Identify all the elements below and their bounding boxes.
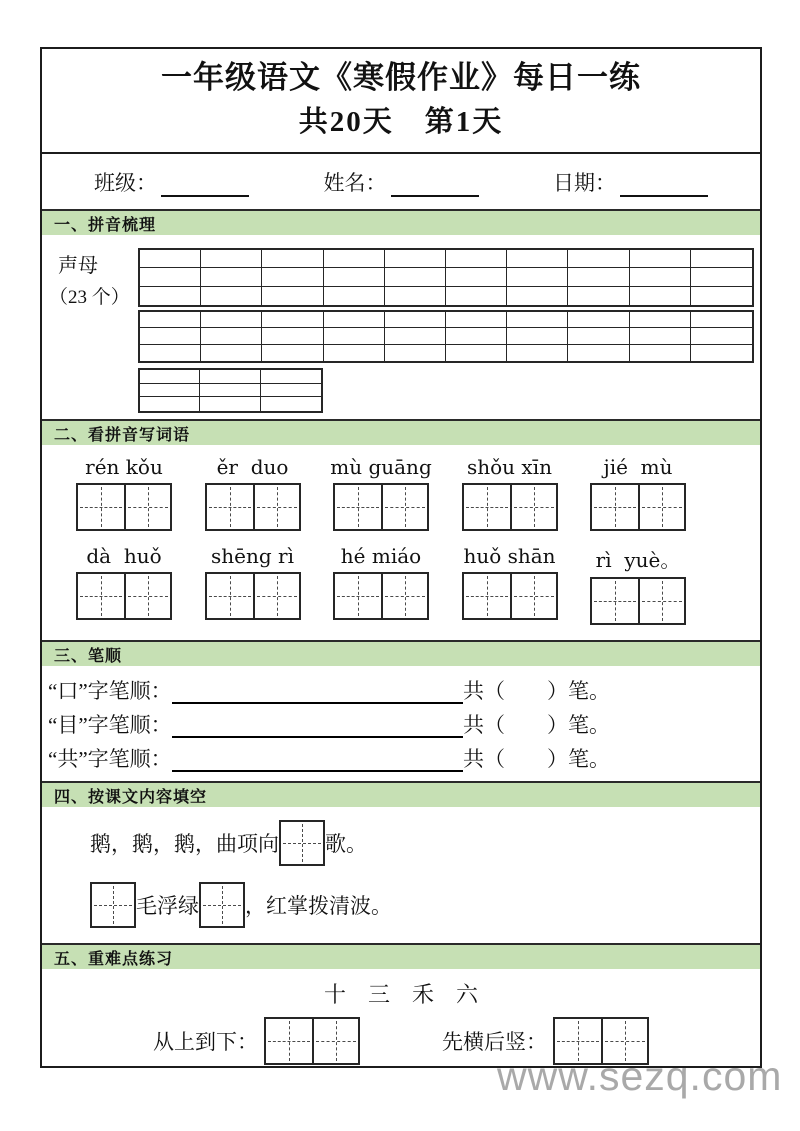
tianzige-cell xyxy=(464,485,510,529)
pinyin-grid-cell xyxy=(630,345,691,361)
pinyin-grid-cell xyxy=(262,312,323,328)
pinyin-grid-cell xyxy=(201,250,262,268)
pinyin-grid-cell xyxy=(324,328,385,344)
pinyin-grid-cell xyxy=(630,312,691,328)
pinyin-grid-cell xyxy=(446,287,507,305)
pinyin-word-group xyxy=(203,544,303,625)
tianzige-cell xyxy=(592,579,638,623)
pinyin-grid-cell xyxy=(200,397,260,411)
pinyin-grid-cell xyxy=(261,384,321,398)
pinyin-grid-cell xyxy=(507,250,568,268)
tianzige-cell xyxy=(253,485,299,529)
tianzige-cell xyxy=(78,485,124,529)
stroke-line-blank xyxy=(172,702,463,704)
section4-header: 四、按课文内容填空 xyxy=(42,781,760,807)
section4-body xyxy=(42,810,760,943)
pinyin-grid-cell xyxy=(261,397,321,411)
tianzige-writing-boxes xyxy=(333,483,429,531)
pinyin-grid-cell xyxy=(262,345,323,361)
pinyin-grid-cell xyxy=(691,287,752,305)
tianzige-cell xyxy=(638,579,684,623)
stroke-order-line xyxy=(48,675,610,709)
pinyin-grid-cell xyxy=(630,328,691,344)
pinyin-grid-cell xyxy=(140,287,201,305)
tianzige-writing-boxes xyxy=(462,572,558,620)
class-field-blank xyxy=(161,173,249,197)
pinyin-word-group xyxy=(460,455,560,531)
tianzige-cell xyxy=(335,574,381,618)
pinyin-grid-cell xyxy=(630,268,691,286)
pinyin-word-group xyxy=(588,455,688,531)
tianzige-cell xyxy=(464,574,510,618)
fill-line-2 xyxy=(90,876,760,934)
pinyin-grid-cell xyxy=(200,370,260,384)
pinyin-word-group xyxy=(588,544,688,625)
section5-header: 五、重难点练习 xyxy=(42,943,760,969)
pinyin-word-group xyxy=(331,455,431,531)
pinyin-grid-cell xyxy=(568,268,629,286)
pinyin-word-label: shēng rì xyxy=(211,544,294,568)
pinyin-grid-cell xyxy=(140,312,201,328)
fill-line-1-text-before: 鹅，鹅，鹅，曲项向 xyxy=(90,832,279,856)
pinyin-grid-cell xyxy=(324,345,385,361)
tianzige-writing-boxes xyxy=(205,483,301,531)
pinyin-grid-cell xyxy=(385,328,446,344)
stroke-order-line xyxy=(48,709,610,743)
fill-line-1-text-after: 歌。 xyxy=(325,832,367,856)
fill-line-1 xyxy=(90,810,760,876)
tianzige-writing-boxes xyxy=(76,572,172,620)
pinyin-grid-cell xyxy=(385,345,446,361)
pinyin-grid-cell xyxy=(691,250,752,268)
pinyin-word-group xyxy=(460,544,560,625)
pinyin-grid-cell xyxy=(446,345,507,361)
pinyin-grid-cell xyxy=(507,287,568,305)
fill-line-2-text-mid: 毛浮绿 xyxy=(136,894,199,918)
pinyin-grid-cell xyxy=(568,287,629,305)
pinyin-grid-cell xyxy=(507,268,568,286)
pinyin-grid-cell xyxy=(691,345,752,361)
pinyin-grid-cell xyxy=(507,328,568,344)
section1-header: 一、拼音梳理 xyxy=(42,209,760,235)
pinyin-word-label: mù guāng xyxy=(330,455,432,479)
tianzige-answer-box xyxy=(199,882,245,928)
task-top-to-bottom-label: 从上到下： xyxy=(153,1030,258,1054)
worksheet-title: 一年级语文《寒假作业》每日一练 xyxy=(161,60,641,95)
pinyin-grid-cell xyxy=(446,312,507,328)
pinyin-grid-cell xyxy=(691,268,752,286)
pinyin-grid-cell xyxy=(507,312,568,328)
pinyin-grid-cell xyxy=(201,312,262,328)
pinyin-grid-cell xyxy=(201,287,262,305)
stroke-line-label: “目”字笔顺： xyxy=(48,713,172,737)
pinyin-word-group xyxy=(74,455,174,531)
pinyin-word-label: shǒu xīn xyxy=(467,455,552,479)
initials-grid-2 xyxy=(138,310,754,363)
initials-label: 声母 xyxy=(58,255,98,277)
pinyin-grid-cell xyxy=(446,250,507,268)
pinyin-grid-cell xyxy=(568,345,629,361)
pinyin-words-row-2 xyxy=(74,544,688,625)
pinyin-grid-cell xyxy=(140,397,200,411)
pinyin-words-row-1 xyxy=(74,455,688,531)
pinyin-word-group xyxy=(203,455,303,531)
task-horizontal-first-label: 先横后竖： xyxy=(442,1030,547,1054)
pinyin-word-group xyxy=(74,544,174,625)
pinyin-grid-cell xyxy=(262,268,323,286)
stroke-line-blank xyxy=(172,736,463,738)
pinyin-grid-cell xyxy=(261,370,321,384)
date-field-blank xyxy=(620,173,708,197)
tianzige-answer-box xyxy=(279,820,325,866)
pinyin-grid-cell xyxy=(385,250,446,268)
pinyin-grid-cell xyxy=(630,250,691,268)
name-field xyxy=(324,167,479,197)
day-counter: 共20天 第1天 xyxy=(298,106,504,138)
pinyin-word-label: ěr duo xyxy=(216,455,289,479)
pinyin-grid-cell xyxy=(262,328,323,344)
section1-body xyxy=(42,235,760,419)
tianzige-answer-box xyxy=(90,882,136,928)
tianzige-writing-boxes xyxy=(590,483,686,531)
stroke-line-label: “口”字笔顺： xyxy=(48,679,172,703)
initials-count-label: （23 个） xyxy=(49,287,130,308)
pinyin-grid-cell xyxy=(201,328,262,344)
pinyin-grid-cell xyxy=(507,345,568,361)
pinyin-grid-cell xyxy=(140,268,201,286)
watermark: www.sezq.com xyxy=(497,1053,783,1099)
pinyin-grid-cell xyxy=(262,287,323,305)
tianzige-cell xyxy=(124,485,170,529)
pinyin-grid-cell xyxy=(324,250,385,268)
title-block xyxy=(42,49,760,154)
pinyin-word-label: dà huǒ xyxy=(86,544,162,568)
class-field xyxy=(94,167,249,197)
tianzige-writing-boxes xyxy=(590,577,686,625)
pinyin-grid-cell xyxy=(691,328,752,344)
tianzige-cell xyxy=(381,574,427,618)
name-field-blank xyxy=(391,173,479,197)
pinyin-grid-cell xyxy=(630,287,691,305)
tianzige-writing-boxes xyxy=(76,483,172,531)
task-top-to-bottom xyxy=(153,1017,360,1065)
date-field-label: 日期： xyxy=(553,170,616,195)
stroke-line-blank xyxy=(172,770,463,772)
pinyin-grid-cell xyxy=(385,287,446,305)
tianzige-cell xyxy=(510,485,556,529)
tianzige-cell xyxy=(124,574,170,618)
pinyin-word-label: jié mù xyxy=(603,455,673,479)
name-field-label: 姓名： xyxy=(323,170,387,195)
pinyin-grid-cell xyxy=(201,345,262,361)
tianzige-cell xyxy=(253,574,299,618)
tianzige-cell xyxy=(592,485,638,529)
section3-header: 三、笔顺 xyxy=(42,640,760,666)
pinyin-grid-cell xyxy=(200,384,260,398)
tianzige-cell xyxy=(207,485,253,529)
fill-line-2-text-after: ，红掌拨清波。 xyxy=(245,894,392,918)
tianzige-writing-boxes xyxy=(264,1017,360,1065)
pinyin-grid-cell xyxy=(140,345,201,361)
pinyin-grid-cell xyxy=(568,328,629,344)
pinyin-grid-cell xyxy=(385,268,446,286)
pinyin-grid-cell xyxy=(140,370,200,384)
stroke-count-label: 共（ ）笔。 xyxy=(463,679,610,703)
pinyin-grid-cell xyxy=(691,312,752,328)
pinyin-grid-cell xyxy=(324,268,385,286)
stroke-count-label: 共（ ）笔。 xyxy=(463,713,610,737)
pinyin-grid-cell xyxy=(262,250,323,268)
tianzige-cell xyxy=(638,485,684,529)
tianzige-cell xyxy=(335,485,381,529)
pinyin-word-label: hé miáo xyxy=(340,544,422,568)
pinyin-grid-cell xyxy=(140,384,200,398)
pinyin-grid-cell xyxy=(446,268,507,286)
tianzige-writing-boxes xyxy=(462,483,558,531)
practice-characters: 十 三 禾 六 xyxy=(323,982,478,1007)
pinyin-grid-cell xyxy=(568,250,629,268)
initials-grid-3 xyxy=(138,368,323,413)
pinyin-grid-cell xyxy=(140,250,201,268)
stroke-order-line xyxy=(48,743,610,777)
section2-body xyxy=(42,445,760,640)
section2-header: 二、看拼音写词语 xyxy=(42,419,760,445)
tianzige-cell xyxy=(78,574,124,618)
pinyin-grid-cell xyxy=(568,312,629,328)
pinyin-grid-cell xyxy=(446,328,507,344)
initials-grid-1 xyxy=(138,248,754,307)
class-field-label: 班级： xyxy=(94,170,157,195)
pinyin-word-label: rì yuè。 xyxy=(595,548,681,572)
pinyin-grid-cell xyxy=(201,268,262,286)
pinyin-grid-cell xyxy=(324,312,385,328)
pinyin-word-group xyxy=(331,544,431,625)
worksheet-border xyxy=(40,47,762,1068)
pinyin-grid-cell xyxy=(140,328,201,344)
tianzige-cell xyxy=(207,574,253,618)
tianzige-cell xyxy=(266,1019,312,1063)
tianzige-writing-boxes xyxy=(205,572,301,620)
tianzige-writing-boxes xyxy=(333,572,429,620)
tianzige-cell xyxy=(381,485,427,529)
tianzige-cell xyxy=(312,1019,358,1063)
pinyin-word-label: rén kǒu xyxy=(85,455,163,479)
stroke-count-label: 共（ ）笔。 xyxy=(463,747,610,771)
info-row xyxy=(42,154,760,209)
section3-body xyxy=(42,666,760,781)
pinyin-grid-cell xyxy=(324,287,385,305)
stroke-line-label: “共”字笔顺： xyxy=(48,747,172,771)
pinyin-word-label: huǒ shān xyxy=(463,544,556,568)
date-field xyxy=(553,167,708,197)
pinyin-grid-cell xyxy=(385,312,446,328)
tianzige-cell xyxy=(510,574,556,618)
